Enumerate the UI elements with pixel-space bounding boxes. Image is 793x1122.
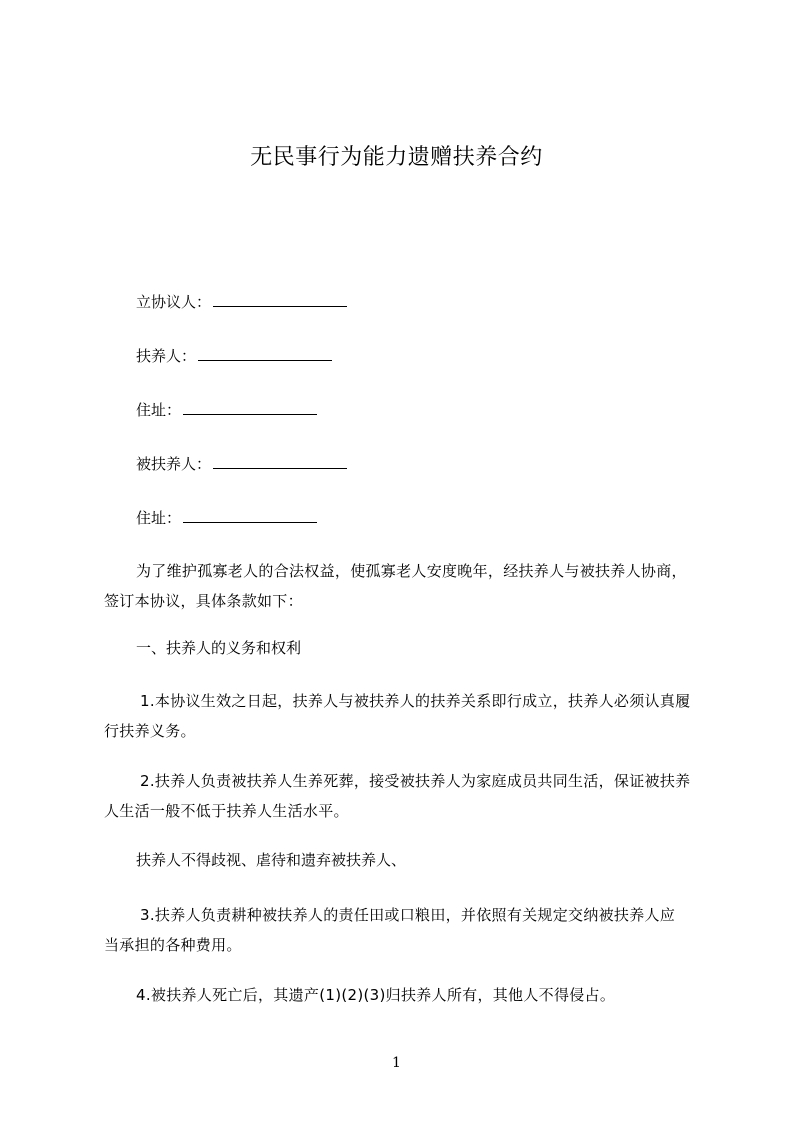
intro-line-2: 签订本协议，具体条款如下： (104, 592, 303, 610)
field-label: 被扶养人： (136, 455, 212, 473)
field-label: 扶养人： (136, 347, 197, 365)
clause-4 (104, 980, 696, 1010)
page-number: 1 (392, 1055, 401, 1071)
clause-2 (104, 766, 696, 826)
intro-line-1: 为了维护孤寡老人的合法权益，使孤寡老人安度晚年，经扶养人与被扶养人协商， (136, 562, 687, 580)
clause-3-line-2: 当承担的各种费用。 (104, 936, 242, 954)
field-agreement-party (136, 291, 347, 313)
field-label: 立协议人： (136, 293, 212, 311)
clause-1 (104, 686, 696, 746)
field-supported-person (136, 453, 347, 475)
intro-paragraph (104, 556, 696, 616)
field-label: 住址： (136, 509, 182, 527)
blank-line (183, 507, 317, 523)
clause-2-note: 扶养人不得歧视、虐待和遗弃被扶养人、 (136, 851, 407, 869)
clause-3 (104, 900, 696, 960)
clause-4-line-1: 4.被扶养人死亡后，其遗产(1)(2)(3)归扶养人所有，其他人不得侵占。 (136, 986, 616, 1004)
clause-1-line-2: 行扶养义务。 (104, 722, 196, 740)
clause-3-line-1: 3.扶养人负责耕种被扶养人的责任田或口粮田，并依照有关规定交纳被扶养人应 (140, 906, 676, 924)
clause-1-line-1: 1.本协议生效之日起，扶养人与被扶养人的扶养关系即行成立，扶养人必须认真履 (140, 692, 691, 710)
clause-2-line-2: 人生活一般不低于扶养人生活水平。 (104, 802, 349, 820)
field-supported-address (136, 507, 317, 529)
field-label: 住址： (136, 401, 182, 419)
clause-2-line-1: 2.扶养人负责被扶养人生养死葬，接受被扶养人为家庭成员共同生活，保证被扶养 (140, 772, 691, 790)
blank-line (183, 399, 317, 415)
blank-line (198, 345, 332, 361)
document-title: 无民事行为能力遗赠扶养合约 (250, 145, 543, 170)
blank-line (213, 291, 347, 307)
field-supporter-address (136, 399, 317, 421)
section-heading-1: 一、扶养人的义务和权利 (136, 639, 302, 657)
field-supporter (136, 345, 332, 367)
blank-line (213, 453, 347, 469)
